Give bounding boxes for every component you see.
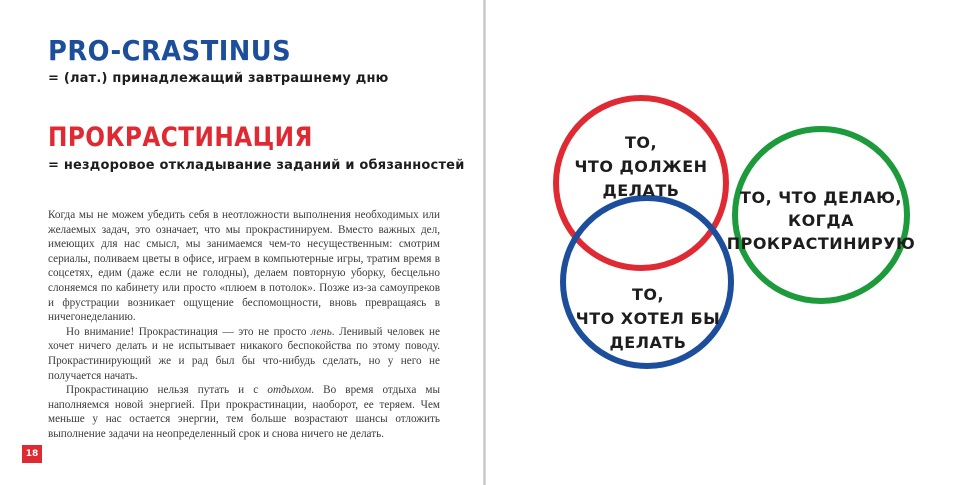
label-must-do-line-1: ТО, [624,133,658,152]
latin-definition: = (лат.) принадлежащий завтрашнему дню [48,71,389,86]
paragraph-2-text: Но внимание! Прокрастинация — это не просто [66,325,312,338]
label-procrastinating-line-3: ПРОКРАСТИНИРУЮ [726,234,916,253]
label-want-to-do-line-1: ТО, [631,285,665,304]
label-procrastinating [727,188,916,253]
paragraph-3 [48,383,440,441]
paragraph-1: Когда мы не можем убедить себя в неотложности выполнения необходимых или желаемых задач, это означает, что мы прокрастинируем. Вместо важных дел, имеющих для нас смысл, мы занимаемся чем-то несущественным: смотрим сериалы, поливаем цветы в офисе, играем в компьютерные игры, тратим время в соцсетях, едим (даже если не голодны), делаем повторную уборку, бесцельно слоняемся по кабинету или просто «плюем в потолок». Позже из-за самоупреков и фрустрации возникает ощущение беспомощности, вновь превращаясь в ничегонеделанию. [48,209,440,324]
paragraph-3-text-end: . Во время отдыха мы наполняемся новой энергией. При прокрастинации, наоборот, ее теряем. Чем меньше у нас остается энергии, тем больше возрастают шансы отложить выполнение задачи на неопределенный срок и снова ничего не делать. [48,384,440,440]
body-text [48,208,440,442]
label-must-do-line-2: ЧТО ДОЛЖЕН [574,157,708,176]
paragraph-3-text: Прокрастинацию нельзя путать и с [66,384,268,397]
paragraph-3-emphasis: отдыхом [267,384,312,397]
label-procrastinating-line-2: КОГДА [787,211,855,230]
paragraph-2-text-end: . Ленивый человек не хочет ничего делать и не испытывает никакого беспокойства по этому поводу. Прокрастинирующий же и рад был бы что-нибудь сделать, но у него не получается начать. [48,325,440,382]
page-number: 18 [22,445,42,463]
venn-diagram [486,0,970,485]
left-page [0,0,484,485]
main-definition: = нездоровое откладывание заданий и обязанностей [48,158,465,173]
label-procrastinating-line-1: ТО, ЧТО ДЕЛАЮ, [740,188,902,207]
label-want-to-do-line-2: ЧТО ХОТЕЛ БЫ [575,309,721,328]
label-want-to-do-line-3: ДЕЛАТЬ [609,333,687,352]
paragraph-2-emphasis: лень [311,325,332,338]
label-must-do [574,133,707,200]
right-page [486,0,970,485]
latin-heading: PRO-CRASTINUS [48,34,292,67]
label-want-to-do [576,285,720,352]
paragraph-2 [48,325,440,383]
main-heading: ПРОКРАСТИНАЦИЯ [48,122,313,153]
label-must-do-line-3: ДЕЛАТЬ [602,181,680,200]
